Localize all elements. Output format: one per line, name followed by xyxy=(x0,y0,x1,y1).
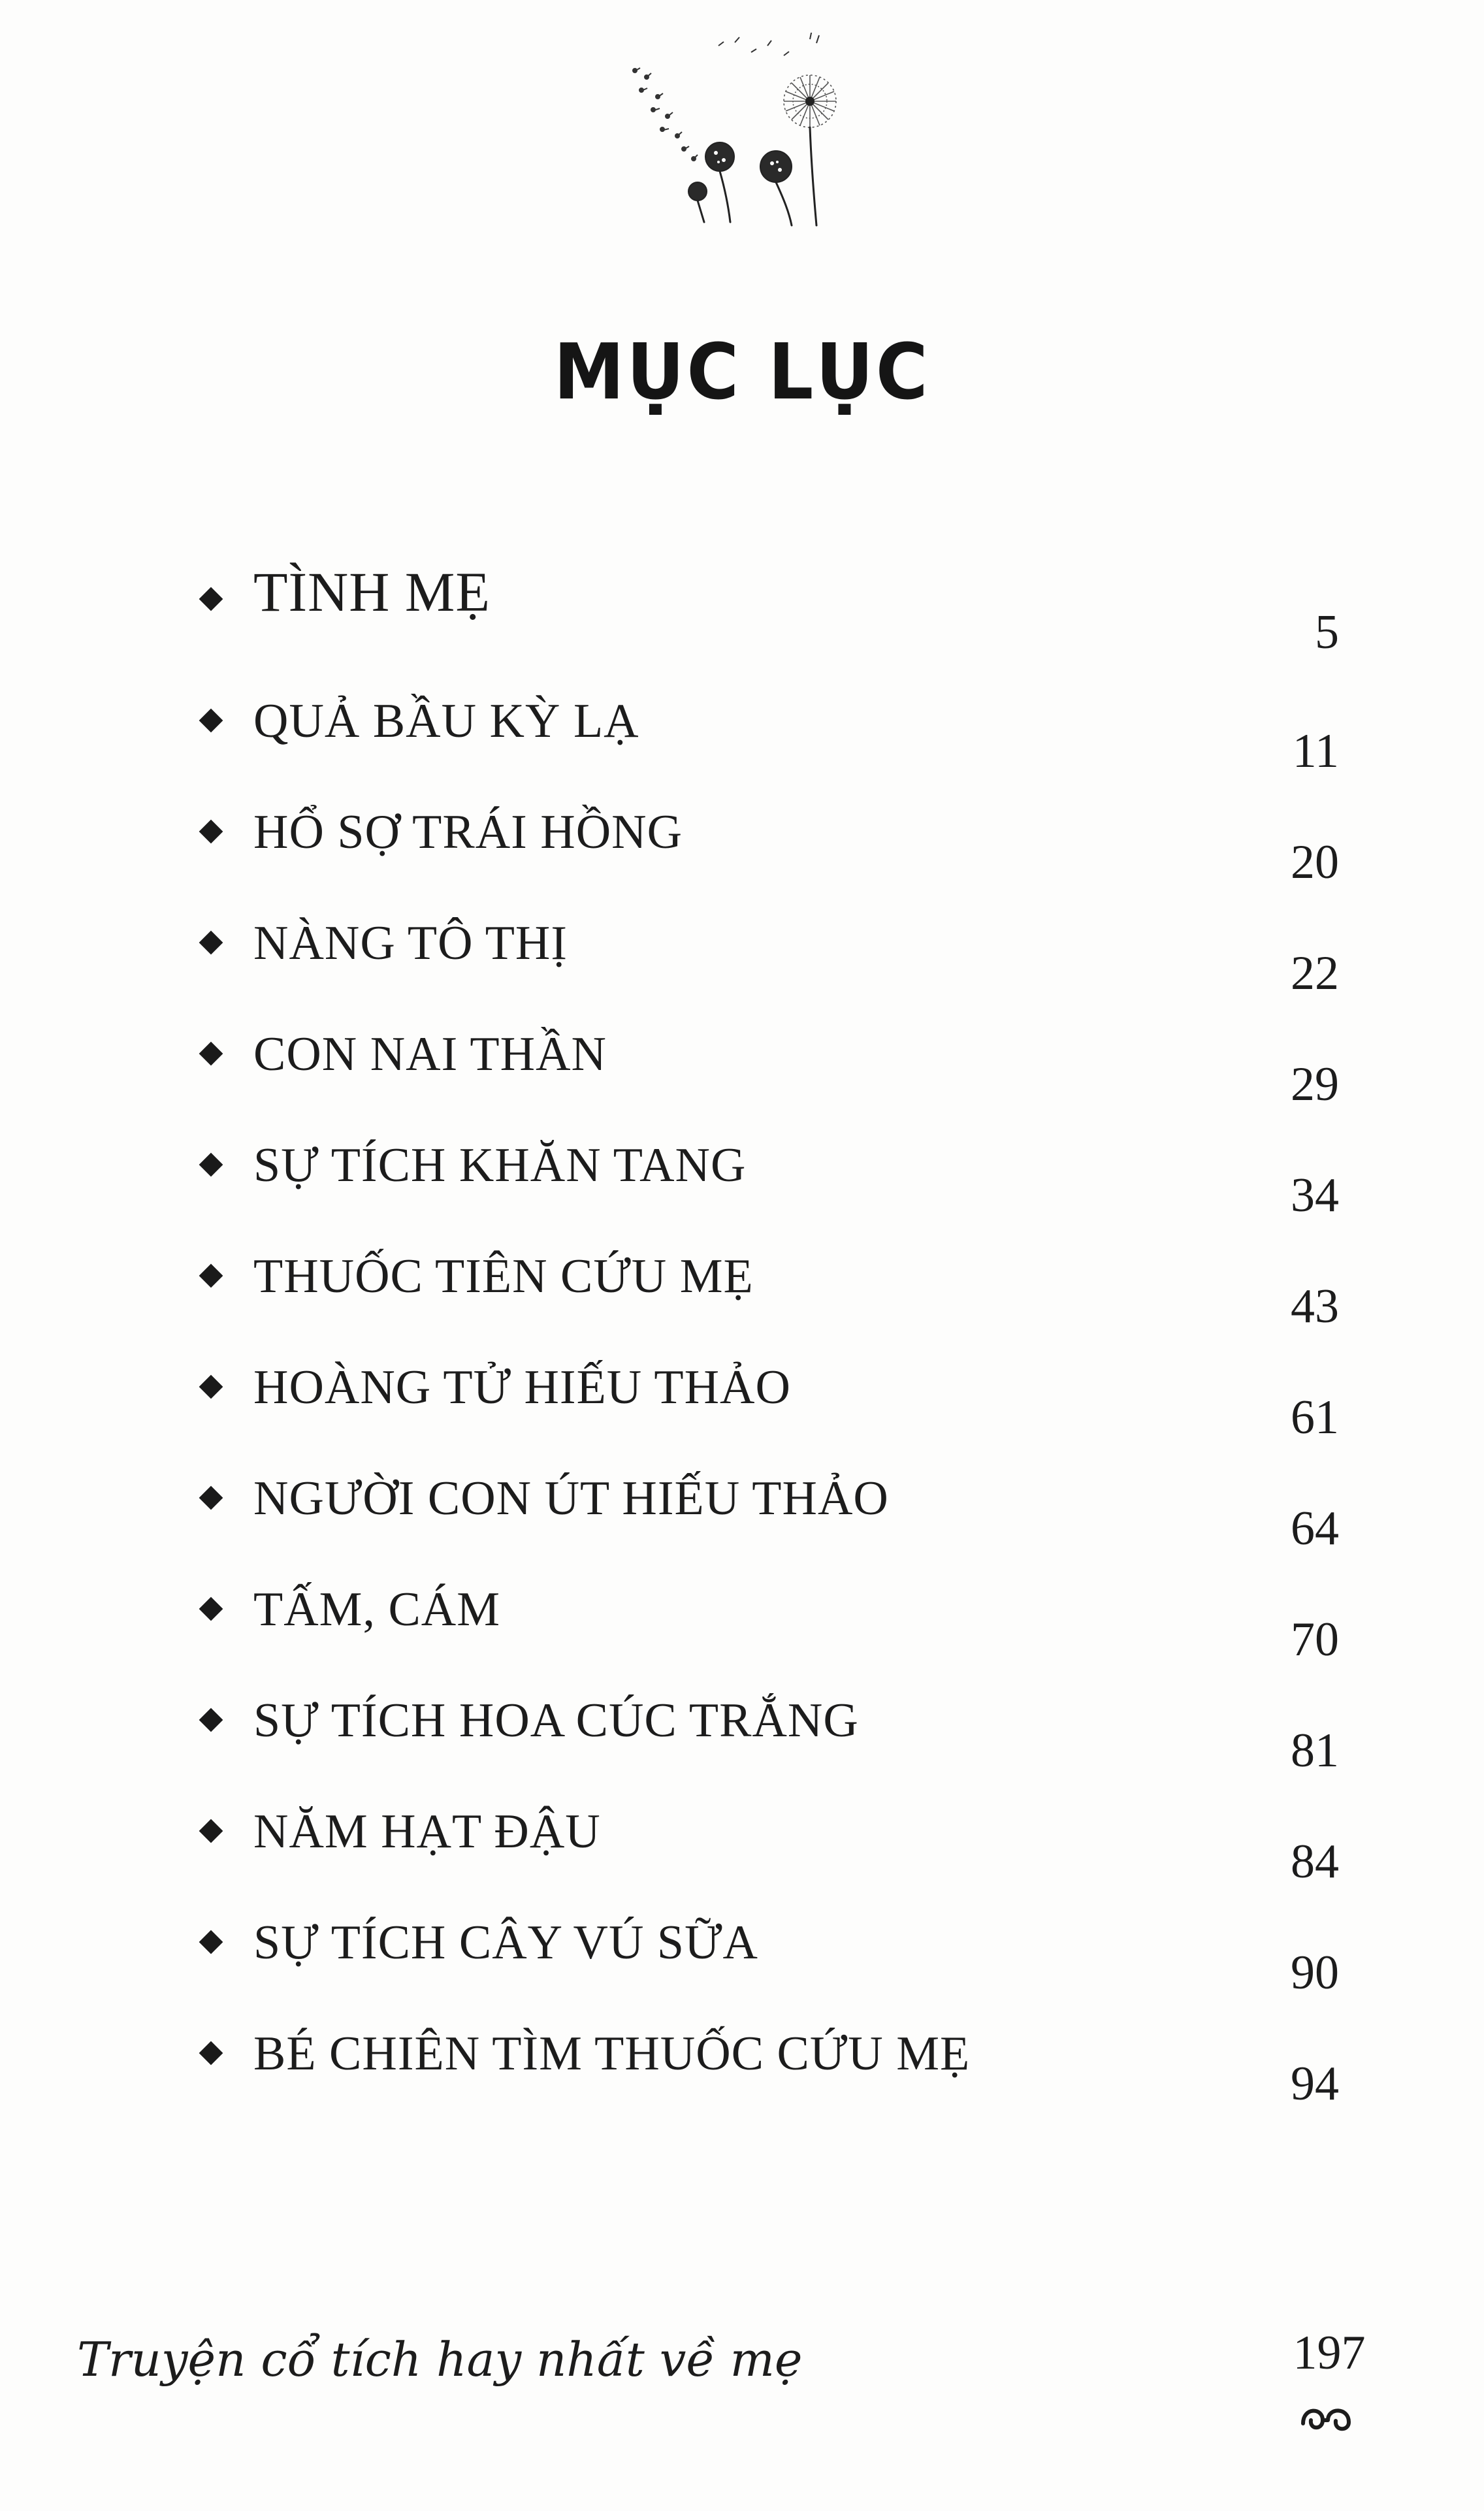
toc-entry[interactable] xyxy=(202,1577,1339,1666)
toc-entry[interactable] xyxy=(202,800,1339,889)
toc-entry-title: NGƯỜI CON ÚT HIẾU THẢO xyxy=(253,1472,889,1525)
toc-entry[interactable] xyxy=(202,1022,1339,1111)
toc-entry-title: CON NAI THẦN xyxy=(253,1028,607,1081)
toc-entry-title: QUẢ BẦU KỲ LẠ xyxy=(253,694,639,748)
toc-entry-page: 84 xyxy=(1291,1835,1339,1888)
diamond-bullet-icon xyxy=(199,1153,223,1177)
toc-entry-page: 70 xyxy=(1291,1613,1339,1666)
toc-entry[interactable] xyxy=(202,1355,1339,1444)
toc-entry-page: 81 xyxy=(1291,1724,1339,1777)
toc-entry[interactable] xyxy=(202,911,1339,1000)
toc-entry-title: SỰ TÍCH HOA CÚC TRẮNG xyxy=(253,1694,859,1747)
toc-entry-page: 61 xyxy=(1291,1391,1339,1444)
diamond-bullet-icon xyxy=(199,1930,223,1954)
page-title: MỤC LỤC xyxy=(553,327,931,417)
diamond-bullet-icon xyxy=(199,820,223,844)
toc-entry-title: NĂM HẠT ĐẬU xyxy=(253,1805,601,1858)
toc-entry-title: HOÀNG TỬ HIẾU THẢO xyxy=(253,1361,791,1414)
toc-entry-title: HỔ SỢ TRÁI HỒNG xyxy=(253,805,683,859)
toc-entry-page: 20 xyxy=(1291,835,1339,889)
diamond-bullet-icon xyxy=(199,1486,223,1510)
toc-entry[interactable] xyxy=(202,2021,1339,2111)
toc-entry-title: TÌNH MẸ xyxy=(253,560,491,623)
diamond-bullet-icon xyxy=(199,709,223,733)
diamond-bullet-icon xyxy=(199,1708,223,1732)
toc-entry[interactable] xyxy=(202,1133,1339,1222)
toc-entry-page: 94 xyxy=(1291,2057,1339,2111)
toc-entry[interactable] xyxy=(202,1688,1339,1777)
toc-entry-title: SỰ TÍCH CÂY VÚ SỮA xyxy=(253,1916,758,1969)
diamond-bullet-icon xyxy=(199,587,223,611)
toc-entry-page: 11 xyxy=(1292,724,1339,778)
decorative-flourish-icon xyxy=(1297,2397,1359,2437)
toc-entry-title: TẤM, CÁM xyxy=(253,1583,501,1636)
toc-entry-page: 22 xyxy=(1291,947,1339,1000)
toc-entry[interactable] xyxy=(202,1910,1339,2000)
toc-entry-page: 34 xyxy=(1291,1169,1339,1222)
diamond-bullet-icon xyxy=(199,1375,223,1399)
diamond-bullet-icon xyxy=(199,1042,223,1066)
page-number: 197 xyxy=(1293,2326,1366,2380)
running-footer-title: Truyện cổ tích hay nhất về mẹ xyxy=(77,2332,803,2387)
diamond-bullet-icon xyxy=(199,2041,223,2066)
toc-entry-page: 43 xyxy=(1291,1280,1339,1333)
toc-entry-page: 5 xyxy=(1315,606,1339,659)
toc-entry-title: NÀNG TÔ THỊ xyxy=(253,916,568,970)
toc-entry-page: 64 xyxy=(1291,1502,1339,1555)
toc-entry[interactable] xyxy=(202,560,1339,659)
toc-entry[interactable] xyxy=(202,1466,1339,1555)
toc-entry-page: 90 xyxy=(1291,1946,1339,2000)
toc-entry[interactable] xyxy=(202,1244,1339,1333)
toc-entry-title: BÉ CHIÊN TÌM THUỐC CỨU MẸ xyxy=(253,2027,971,2081)
toc-entry[interactable] xyxy=(202,1799,1339,1888)
toc-entry[interactable] xyxy=(202,688,1339,778)
toc-entry-title: SỰ TÍCH KHĂN TANG xyxy=(253,1139,747,1192)
toc-entry-title: THUỐC TIÊN CỨU MẸ xyxy=(253,1250,754,1303)
diamond-bullet-icon xyxy=(199,1819,223,1843)
diamond-bullet-icon xyxy=(199,1597,223,1621)
diamond-bullet-icon xyxy=(199,931,223,955)
toc-entry-page: 29 xyxy=(1291,1058,1339,1111)
diamond-bullet-icon xyxy=(199,1264,223,1288)
